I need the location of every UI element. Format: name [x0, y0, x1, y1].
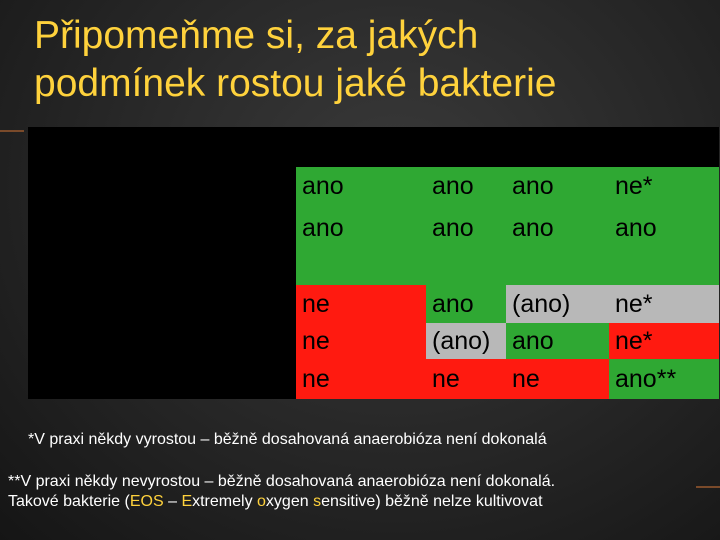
title-line-1: Připomeňme si, za jakých — [34, 14, 479, 57]
cell-no-o2: ne* — [609, 285, 719, 323]
cell-no-o2: ne* — [609, 323, 719, 359]
cell-low-o2: (ano) — [426, 323, 506, 359]
cell-normal: ano — [296, 167, 426, 205]
cell-high-co2: ano — [506, 323, 609, 359]
header-no-o2: Bez $O_2$ — [609, 127, 719, 167]
arrow-up-icon: ↑ — [512, 132, 524, 159]
cell-normal — [296, 251, 426, 285]
row-label: Kapnofilní bakterie — [28, 323, 296, 359]
slide-title — [34, 12, 694, 108]
table-row — [28, 359, 719, 399]
cell-low-o2: ano — [426, 205, 506, 251]
cell-high-co2: (ano) — [506, 285, 609, 323]
cell-no-o2: ano — [609, 205, 719, 251]
arrow-down-icon: ↓ — [432, 132, 444, 159]
table-row — [28, 205, 719, 251]
footnote-2-line-1: **V praxi někdy nevyrostou – běžně dosahovaná anaerobióza není dokonalá. — [8, 473, 556, 490]
row-label: Aerotolorantní bakt. — [28, 251, 296, 285]
cell-normal: ne — [296, 359, 426, 399]
row-label: Striktní aeroby — [28, 167, 296, 205]
table-row — [28, 167, 719, 205]
header-environment: Prostředí — [28, 127, 296, 167]
cell-low-o2: ano — [426, 167, 506, 205]
title-line-2: podmínek rostou jaké bakterie — [34, 62, 557, 105]
decorative-line-left — [0, 130, 24, 132]
cell-high-co2: ne — [506, 359, 609, 399]
footnote-2 — [8, 472, 708, 512]
cell-high-co2: ano — [506, 167, 609, 205]
cell-high-co2 — [506, 251, 609, 285]
cell-normal: ano — [296, 205, 426, 251]
cell-low-o2: ano — [426, 285, 506, 323]
cell-high-co2: ano — [506, 205, 609, 251]
cell-normal: ne — [296, 285, 426, 323]
growth-conditions-table — [28, 127, 719, 399]
cell-low-o2 — [426, 251, 506, 285]
cell-low-o2: ne — [426, 359, 506, 399]
table-row — [28, 323, 719, 359]
cell-no-o2: ne* — [609, 167, 719, 205]
table-row — [28, 285, 719, 323]
table-row — [28, 251, 719, 285]
footnote-2-line-2: Takové bakterie (EOS – Extremely oxygen sensitive) běžně nelze kultivovat — [8, 493, 543, 510]
footnote-1: *V praxi někdy vyrostou – běžně dosahovaná anaerobióza není dokonalá — [28, 431, 547, 448]
table-header-row — [28, 127, 719, 167]
cell-normal: ne — [296, 323, 426, 359]
header-low-o2: ↓ $O_2$ — [426, 127, 506, 167]
row-label: Fakultativ. anaeroby — [28, 205, 296, 251]
cell-no-o2: ano** — [609, 359, 719, 399]
header-high-co2: ↑ $CO_2$ — [506, 127, 609, 167]
row-label: Striktní anaeroby — [28, 359, 296, 399]
cell-no-o2 — [609, 251, 719, 285]
row-label: Mikroaerofilní bakt. — [28, 285, 296, 323]
header-normal: Normální — [296, 127, 426, 167]
